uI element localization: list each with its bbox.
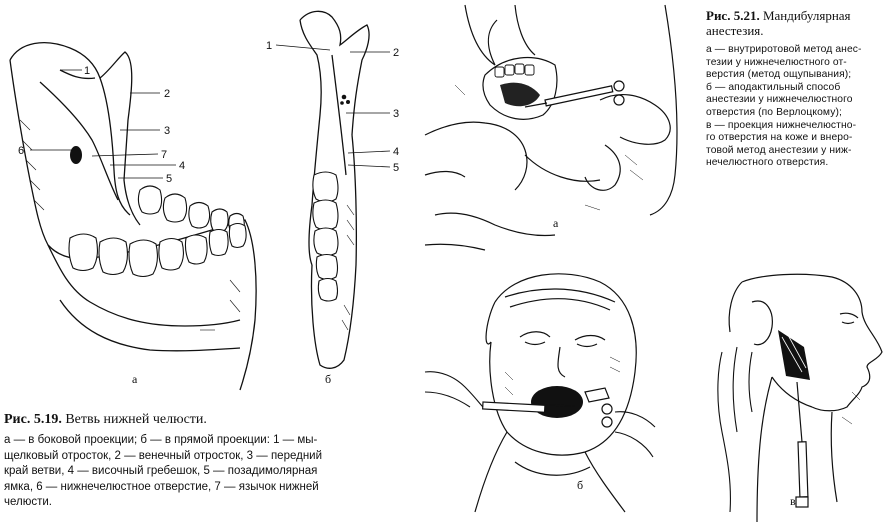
sublabel-fig519-a: а: [132, 372, 138, 386]
extraoral-anesthesia-illustration: [702, 272, 892, 522]
mandible-lateral-illustration: [0, 30, 273, 390]
label-b-1: 1: [266, 40, 273, 52]
label-a-7: 7: [161, 149, 168, 161]
label-b-5: 5: [393, 162, 400, 174]
apodactyl-anesthesia-illustration: [425, 262, 655, 512]
caption-fig521-body: а — внутриротовой метод анес- тезии у нижнечелюстного от- верстия (метод ощупывания); б — аподактильный способ анестезии у нижнечелюстного отверстия (по Верлоцкому); в — проекция нижнечелюстно- го отверстия на коже и внеро- товой метод анестезии у ниж- нечелюстного отверстия.: [706, 44, 862, 169]
sublabel-fig519-b: б: [325, 372, 332, 386]
sublabel-fig521-b: б: [577, 478, 584, 492]
sublabel-fig521-c: в: [790, 494, 796, 508]
label-a-4: 4: [179, 160, 186, 172]
caption-fig521-title: Рис. 5.21. Мандибулярная анестезия.: [706, 8, 851, 38]
label-a-3: 3: [164, 125, 171, 137]
label-b-2: 2: [393, 47, 400, 59]
label-a-1: 1: [84, 65, 91, 77]
mandible-frontal-illustration: [262, 5, 412, 385]
caption-fig519-body: а — в боковой проекции; б — в прямой проекции: 1 — мы- щелковый отросток, 2 — венечный отросток, 3 — передний край ветви, 4 — височный гребешок, 5 — позадимолярная ямка, 6 — нижнечелюстное отверстие, 7 — язычок нижней челюсти.: [4, 434, 323, 508]
label-a-2: 2: [164, 88, 171, 100]
label-a-6: 6: [18, 145, 25, 157]
caption-fig519-title: Рис. 5.19. Ветвь нижней челюсти.: [4, 412, 207, 427]
sublabel-fig521-a: а: [553, 216, 559, 230]
label-a-5: 5: [166, 173, 173, 185]
label-b-4: 4: [393, 146, 400, 158]
label-b-3: 3: [393, 108, 400, 120]
intraoral-anesthesia-illustration: [425, 5, 690, 250]
